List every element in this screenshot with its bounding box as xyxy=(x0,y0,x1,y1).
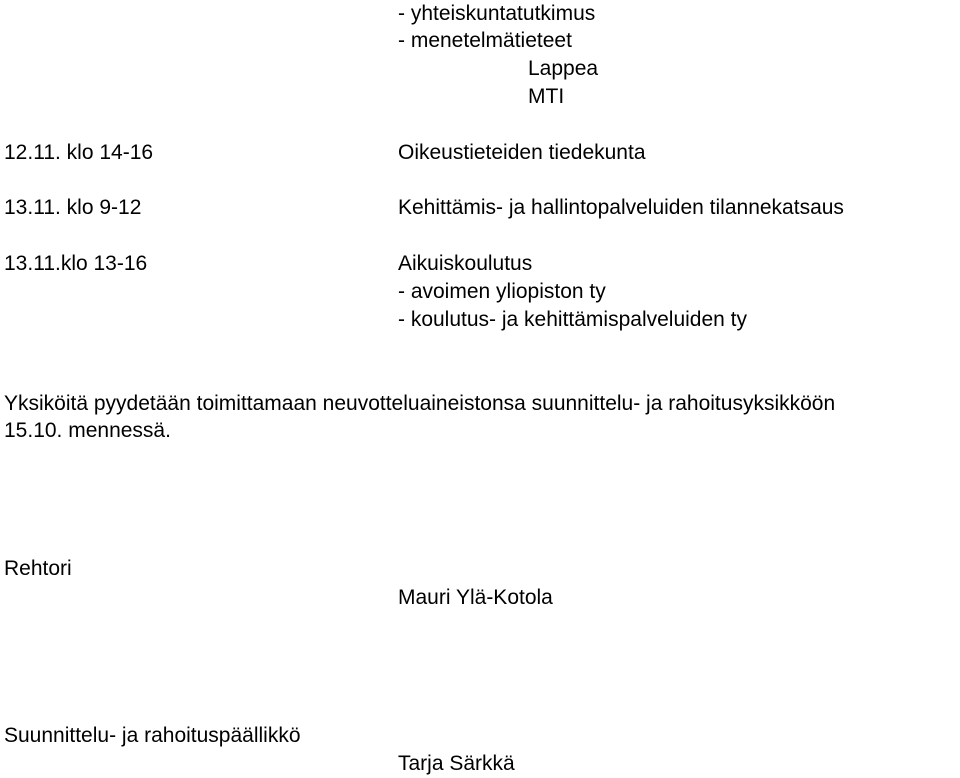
schedule-subitem-3-2: - koulutus- ja kehittämispalveluiden ty xyxy=(398,308,748,331)
signature-name-2: Tarja Särkkä xyxy=(398,752,515,775)
schedule-time-1: 12.11. klo 14-16 xyxy=(4,141,154,164)
signature-title-2: Suunnittelu- ja rahoituspäällikkö xyxy=(4,724,301,747)
top-block-line-2: - menetelmätieteet xyxy=(398,29,572,52)
signature-title-1: Rehtori xyxy=(4,557,72,580)
top-block-line-1: - yhteiskuntatutkimus xyxy=(398,2,596,25)
top-block-line-4: MTI xyxy=(528,85,565,108)
schedule-unit-3: Aikuiskoulutus xyxy=(398,252,533,275)
top-block-line-3: Lappea xyxy=(528,57,599,80)
schedule-time-3: 13.11.klo 13-16 xyxy=(4,252,148,275)
signature-name-1: Mauri Ylä-Kotola xyxy=(398,586,553,609)
notice-line-1: Yksiköitä pyydetään toimittamaan neuvotteluaineistonsa suunnittelu- ja rahoitusyksikköön xyxy=(4,392,836,415)
schedule-subitem-3-1: - avoimen yliopiston ty xyxy=(398,280,606,303)
schedule-time-2: 13.11. klo 9-12 xyxy=(4,196,142,219)
schedule-unit-1: Oikeustieteiden tiedekunta xyxy=(398,141,646,164)
notice-line-2: 15.10. mennessä. xyxy=(4,419,171,442)
schedule-unit-2: Kehittämis- ja hallintopalveluiden tilannekatsaus xyxy=(398,196,844,219)
